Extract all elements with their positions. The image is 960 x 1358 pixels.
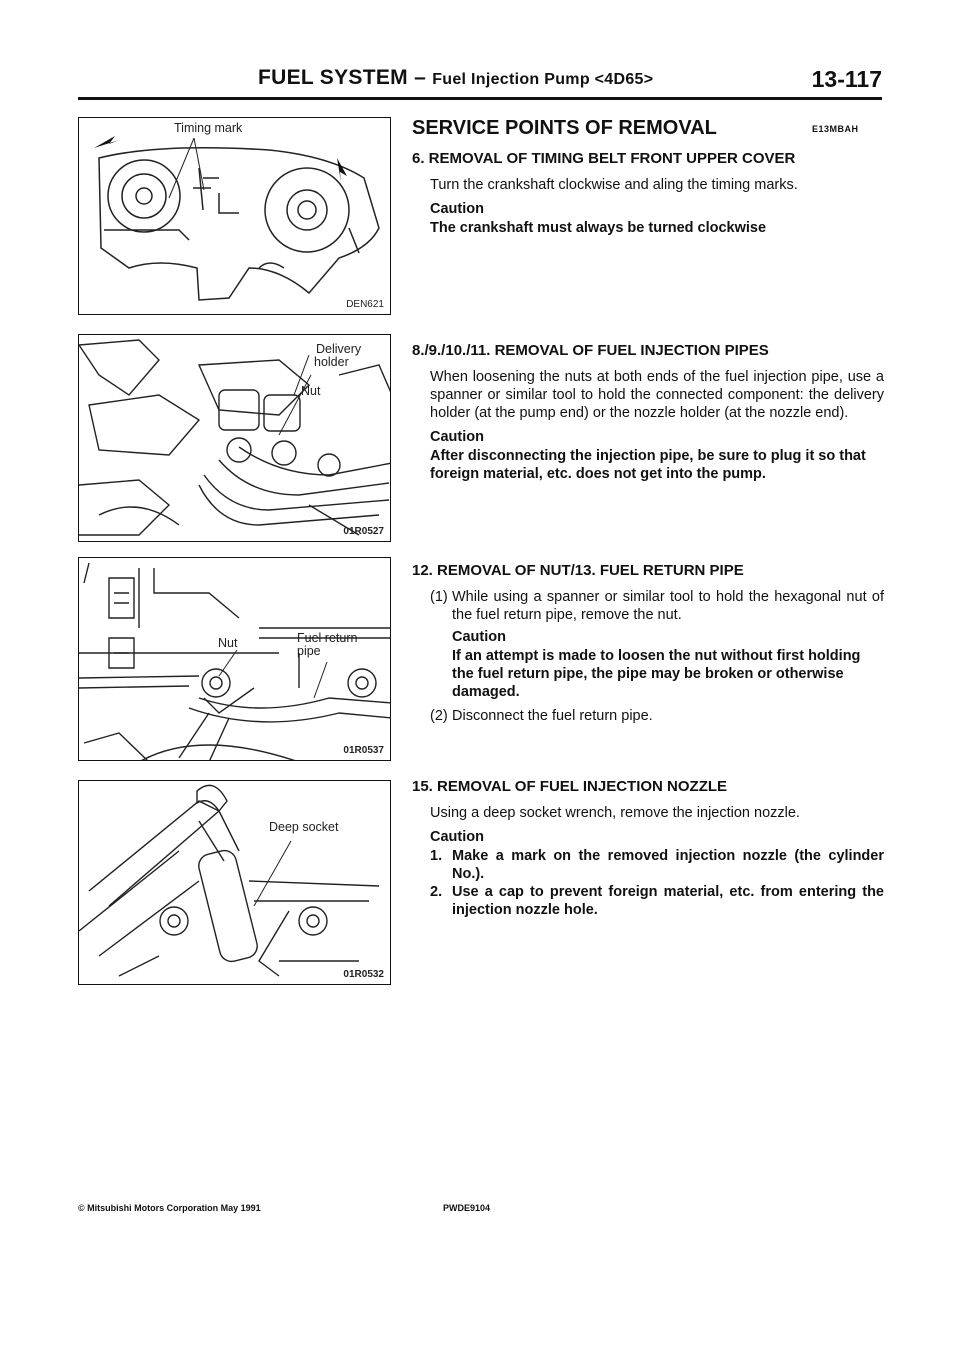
label-nut: Nut [301,384,321,398]
instruction-text: When loosening the nuts at both ends of the fuel injection pipe, use a spanner or similar tool to hold the connected component: the delivery holder (at the pump end) or the nozzle holder (at the nozzle end). [430,369,884,421]
section-title: 12. REMOVAL OF NUT/13. FUEL RETURN PIPE [412,562,744,579]
page-number: 13-117 [811,66,882,92]
header-rule [78,97,882,100]
section-title: 6. REMOVAL OF TIMING BELT FRONT UPPER COVER [412,150,796,167]
figure-fuel-return-pipe [78,557,391,761]
footer-copyright: © Mitsubishi Motors Corporation May 1991 [78,1203,261,1213]
section-title: 15. REMOVAL OF FUEL INJECTION NOZZLE [412,778,728,795]
caution-text: If an attempt is made to loosen the nut without first holding the fuel return pipe, the pipe may be broken or otherwise damaged. [452,648,861,700]
figure-code: 01R0532 [343,969,384,980]
figure-deep-socket [78,780,391,985]
caution-step-2: 2. Use a cap to prevent foreign material, etc. from entering the injection nozzle hole. [430,884,884,918]
section-injection-nozzle [412,778,884,919]
figure-code: 01R0537 [343,745,384,756]
caution-label: Caution [452,629,506,645]
fuel-return-pipe-illustration [79,558,391,761]
figure-code: 01R0527 [343,526,384,537]
caution-text: After disconnecting the injection pipe, be sure to plug it so that foreign material, etc. does not get into the pump. [430,448,866,482]
label-delivery: Delivery [316,342,362,356]
label-timing-mark: Timing mark [174,121,243,135]
label-deep-socket: Deep socket [269,820,339,834]
step-1: (1) While using a spanner or similar tool to hold the hexagonal nut of the fuel return pipe, remove the nut. [430,589,884,623]
label-pipe: pipe [297,644,321,658]
section-heading: SERVICE POINTS OF REMOVAL [412,117,717,139]
label-nut: Nut [218,636,238,650]
caution-text: The crankshaft must always be turned clockwise [430,220,767,236]
label-holder: holder [314,355,349,369]
page-subtitle: Fuel Injection Pump <4D65> [432,71,654,88]
instruction-text: Turn the crankshaft clockwise and aling the timing marks. [430,177,798,193]
page-header [78,66,882,96]
caution-label: Caution [430,201,484,217]
figure-delivery-holder [78,334,391,542]
timing-belt-illustration [79,118,391,315]
label-fuel-return: Fuel return [297,631,358,645]
instruction-text: Using a deep socket wrench, remove the injection nozzle. [430,805,800,821]
figure-timing-mark [78,117,391,315]
section-timing-belt-cover [412,150,884,237]
section-injection-pipes [412,342,884,483]
caution-label: Caution [430,829,484,845]
figure-code: DEN621 [346,299,384,310]
step-2: (2) Disconnect the fuel return pipe. [430,708,653,724]
section-code: E13MBAH [812,124,859,134]
section-fuel-return-pipe [412,562,884,729]
caution-step-1: 1. Make a mark on the removed injection nozzle (the cylinder No.). [430,848,884,882]
footer-doc-code: PWDE9104 [443,1203,491,1213]
section-title: 8./9./10./11. REMOVAL OF FUEL INJECTION PIPES [412,342,769,359]
caution-label: Caution [430,429,484,445]
page-title: FUEL SYSTEM – Fuel Injection Pump <4D65> [258,66,654,89]
deep-socket-illustration [79,781,391,985]
